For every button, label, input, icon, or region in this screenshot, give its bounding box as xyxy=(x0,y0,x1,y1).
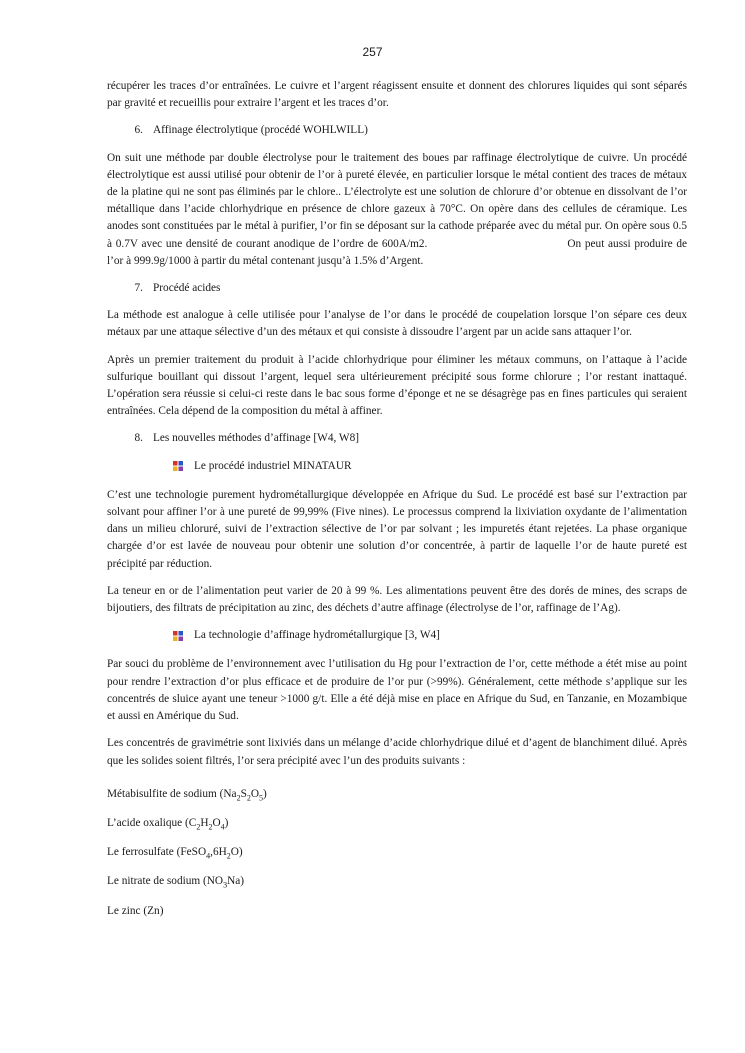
reagent-sodium-nitrate: Le nitrate de sodium $(NO_3Na)$ xyxy=(107,875,245,890)
paragraph-8b: La teneur en or de l’alimentation peut varier de 20 à 99 %. Les alimentations peuvent être des dorés de mines, des scraps de bijoutiers, des filtrats de précipitation au zinc, des déchets d’autre affinage (électrolyse de l’or, raffinage de l’Ag). xyxy=(107,584,687,615)
reagent-oxalic-acid: L’acide oxalique $(C_2H_2O_4)$ xyxy=(107,816,229,832)
paragraph-6-part-a: On suit une méthode par double électrolyse pour le traitement des boues par raffinage électrolytique de cuivre. Un procédé électrolytique est aussi utilisé pour obtenir de l’or à pureté élevée, en particulier lorsque le métal contient des traces de métaux de la platine qui ne sont pas éliminés par le chlore.. L’électrolyte est une solution de chlorure d’or obtenue en dissolvant de l’or métallique dans l’acide chlorhydrique en présence de chlore gazeux à 70°C. On opère dans des cellules de céramique. Les anodes sont constituées par le métal à purifier, l’or fin se déposant sur la cathode préparée avec du métal pur. On opère sous 0.5 à 0.7V avec une densité de courant anodique de l’ordre de 600A/m2. xyxy=(107,151,687,250)
paragraph-8a: C’est une technologie purement hydrométallurgique développée en Afrique du Sud. Le procédé est basé sur l’extraction par solvant pour affiner l’or à une pureté de 99,99% (Five nines). Le processus comprend la lixiviation oxydante de l’alimentation dans un milieu chloruré, suivi de l’extraction sélective de l’or par solvant ; les impuretés étant rejetées. La phase organique chargée d’or est lavée de nouveau pour obtenir une solution d’or concentrée, à partir de laquelle l’or de haute pureté est précipité par réduction. xyxy=(107,488,687,570)
paragraph-6 xyxy=(107,150,687,270)
bullet-minataur xyxy=(172,458,687,475)
paragraph-7a: La méthode est analogue à celle utilisée pour l’analyse de l’or dans le procédé de coupelation lorsque l’on sépare ces deux métaux par une attaque sélective d’un des métaux et qui consiste à dissoudre l’argent par un acide sans attaquer l’or. xyxy=(107,309,687,339)
section-number: 6. xyxy=(134,124,143,137)
page-number: 257 xyxy=(362,45,383,59)
paragraph-intro: récupérer les traces d’or entraînées. Le cuivre et l’argent réagissent ensuite et donnent des chlorures liquides qui sont séparés par gravité et recueillis pour extraire l’argent et les traces d’or. xyxy=(107,80,687,110)
section-title: Les nouvelles méthodes d’affinage [W4, W8] xyxy=(153,432,359,445)
paragraph-8d: Les concentrés de gravimétrie sont lixiviés dans un mélange d’acide chlorhydrique dilué et d’agent de blanchiment dilué. Après que les solides soient filtrés, l’or sera précipité avec l’un des produits suivants : xyxy=(107,737,687,767)
reagent-ferrosulfate: Le ferrosulfate $(FeSO_4,6H_2O)$ xyxy=(107,846,243,861)
bullet-icon xyxy=(172,630,184,642)
section-heading-7 xyxy=(107,280,687,297)
reagent-metabisulfite: Métabisulfite de sodium $(Na_2S_2O_5)$ xyxy=(107,787,267,802)
section-heading-6 xyxy=(107,122,687,139)
section-number: 7. xyxy=(134,282,143,295)
reagent-zinc: Le zinc (Zn) xyxy=(107,904,164,917)
section-number: 8. xyxy=(134,432,143,445)
bullet-hydrometallurgy xyxy=(172,627,687,644)
bullet-text: Le procédé industriel MINATAUR xyxy=(194,459,352,472)
bullet-icon xyxy=(172,460,184,472)
section-heading-8 xyxy=(107,430,687,447)
page-content xyxy=(107,78,687,932)
paragraph-7b: Après un premier traitement du produit à l’acide chlorhydrique pour éliminer les métaux communs, on l’attaque à l’acide sulfurique bouillant qui dissout l’argent, lequel sera ultérieurement précipité sous forme chlorure ; l’or restant inattaqué. L’opération sera réussie si celui-ci reste dans le bac sous forme d’éponge et ne se désagrège pas en fines particules qui seraient entraînées. Cela dépend de la composition du métal à affiner. xyxy=(107,353,687,418)
section-title: Affinage électrolytique (procédé WOHLWILL) xyxy=(153,124,368,137)
paragraph-6-part-b: On peut aussi produire de l’or à 999.9g/1000 à partir du métal contenant jusqu’à 1.5% d’Argent. xyxy=(107,237,687,267)
section-title: Procédé acides xyxy=(153,282,221,295)
paragraph-8c: Par souci du problème de l’environnement avec l’utilisation du Hg pour l’extraction de l’or, cette méthode a étét mise au point pour rendre l’extraction d’or plus efficace et de produire de l’or pur (>99%). Généralement, cette méthode s’applique sur les concentrés de sluice ayant une teneur >1000 g/t. Elle a été déjà mise en place en Afrique du Sud, en Tanzanie, en Mozambique et aussi en Amérique du Sud. xyxy=(107,658,687,723)
bullet-text: La technologie d’affinage hydrométallurgique [3, W4] xyxy=(194,629,440,642)
